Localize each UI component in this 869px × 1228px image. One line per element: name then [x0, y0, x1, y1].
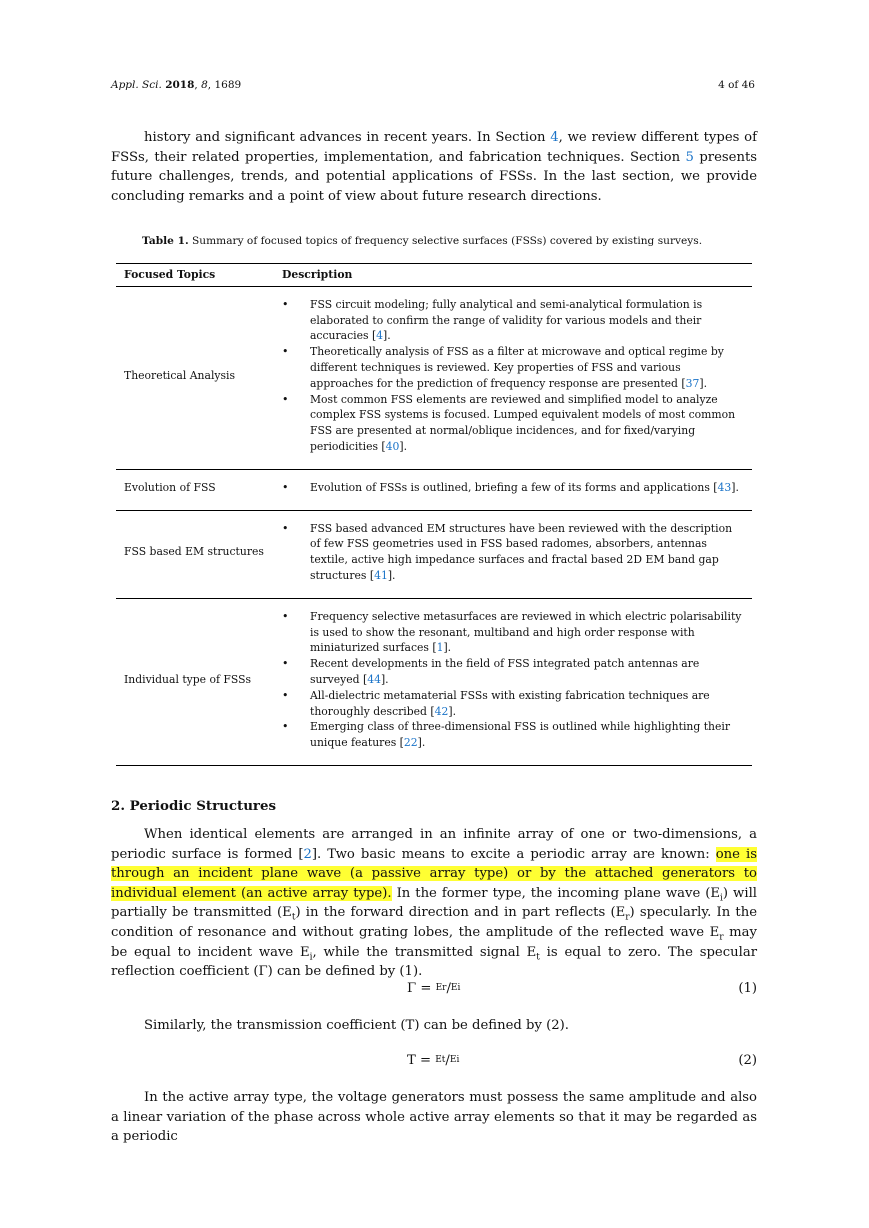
highlighted-text: one is through an incident plane wave (a passive array type) or by the attached generators to individual element (an active array type). — [111, 846, 757, 901]
citation-link[interactable]: 1 — [436, 641, 444, 655]
topic-cell: Individual type of FSSs — [116, 598, 274, 765]
equation-number: (1) — [738, 981, 757, 996]
citation-link[interactable]: 22 — [403, 736, 418, 750]
citation-link[interactable]: 42 — [434, 704, 449, 718]
citation: Appl. Sci. 2018, 8, 1689 — [111, 79, 242, 91]
topic-cell: FSS based EM structures — [116, 510, 274, 598]
equation-number: (2) — [738, 1053, 757, 1068]
table-row — [116, 598, 752, 765]
description-cell — [274, 598, 752, 765]
page-number: 4 of 46 — [718, 79, 755, 91]
citation-link[interactable]: 41 — [374, 568, 388, 582]
list-item: • Most common FSS elements are reviewed and simplified model to analyze complex FSS systems is focused. Lumped equivalent models of most common FSS are presented at normal/oblique incidences, and for fixed/varying periodicities [40]. — [310, 392, 744, 455]
section-link[interactable]: 5 — [685, 149, 694, 165]
intro-paragraph: history and significant advances in recent years. In Section 4, we review different types of FSSs, their related properties, implementation, and fabrication techniques. Section 5 presents future challenges, trends, and potential applications of FSSs. In the last section, we provide concluding remarks and a point of view about future research directions. — [111, 130, 758, 204]
list-item: • Evolution of FSSs is outlined, briefing a few of its forms and applications [43]. — [310, 480, 744, 496]
list-item: • Emerging class of three-dimensional FSS is outlined while highlighting their unique features [22]. — [310, 719, 744, 751]
table-row — [116, 469, 752, 510]
citation-link[interactable]: 40 — [385, 439, 400, 453]
list-item: • Recent developments in the field of FSS integrated patch antennas are surveyed [44]. — [310, 656, 744, 688]
table-row — [116, 286, 752, 469]
table-row — [116, 510, 752, 598]
table-caption: Table 1. Summary of focused topics of frequency selective surfaces (FSSs) covered by existing surveys. — [142, 235, 703, 247]
running-header — [111, 79, 755, 91]
section-link[interactable]: 4 — [550, 130, 559, 145]
citation-link[interactable]: 44 — [367, 672, 381, 686]
column-header-description: Description — [274, 264, 752, 287]
equation-body: T = Et/Ei — [407, 1053, 460, 1068]
section-paragraph: Similarly, the transmission coefficient (T) can be defined by (2). — [144, 1018, 569, 1033]
citation-link[interactable]: 2 — [303, 846, 312, 862]
section-paragraph: When identical elements are arranged in an infinite array of one or two-dimensions, a periodic surface is formed [2]. Two basic means to excite a periodic array are known: one is through an incident plane wave (a passive array type) or by the attached generators to individual element (an active array type). In the former type, the incoming plane wave $(E_i)$ will partially be transmitted $(E_t)$ in the forward direction and in part reflects $(E_r)$ specularly. In the condition of resonance and without grating lobes, the amplitude of the reflected wave $E_r$ may be equal to incident wave $E_i$, while the transmitted signal $E_t$ is equal to zero. The specular reflection coefficient (Γ) can be defined by (1). — [111, 827, 757, 980]
section-heading: 2. Periodic Structures — [111, 798, 277, 814]
list-item: • All-dielectric metamaterial FSSs with existing fabrication techniques are thoroughly described [42]. — [310, 688, 744, 720]
equation-2 — [111, 1053, 757, 1073]
citation-link[interactable]: 37 — [685, 376, 700, 390]
list-item: • FSS based advanced EM structures have been reviewed with the description of few FSS geometries used in FSS based radomes, absorbers, antennas textile, active high impedance surfaces and fractal based 2D EM band gap structures [41]. — [310, 521, 744, 584]
equation-body: Γ = Er/Ei — [407, 981, 461, 996]
list-item: • Frequency selective metasurfaces are reviewed in which electric polarisability is used to show the resonant, multiband and high order response with miniaturized surfaces [1]. — [310, 609, 744, 656]
citation-link[interactable]: 4 — [376, 329, 384, 343]
description-cell — [274, 286, 752, 469]
description-cell — [274, 469, 752, 510]
list-item: • FSS circuit modeling; fully analytical and semi-analytical formulation is elaborated to confirm the range of validity for various models and their accuracies [4]. — [310, 297, 744, 344]
equation-1 — [111, 981, 757, 1001]
list-item: • Theoretically analysis of FSS as a filter at microwave and optical regime by different techniques is reviewed. Key properties of FSS and various approaches for the prediction of frequency response are presented [37]. — [310, 344, 744, 391]
topic-cell: Theoretical Analysis — [116, 286, 274, 469]
column-header-topic: Focused Topics — [116, 264, 274, 287]
description-cell — [274, 510, 752, 598]
topic-cell: Evolution of FSS — [116, 469, 274, 510]
summary-table — [116, 263, 752, 766]
section-paragraph: In the active array type, the voltage generators must possess the same amplitude and also a linear variation of the phase across whole active array elements so that it may be regarded as a periodic — [111, 1090, 757, 1145]
citation-link[interactable]: 43 — [717, 480, 732, 494]
